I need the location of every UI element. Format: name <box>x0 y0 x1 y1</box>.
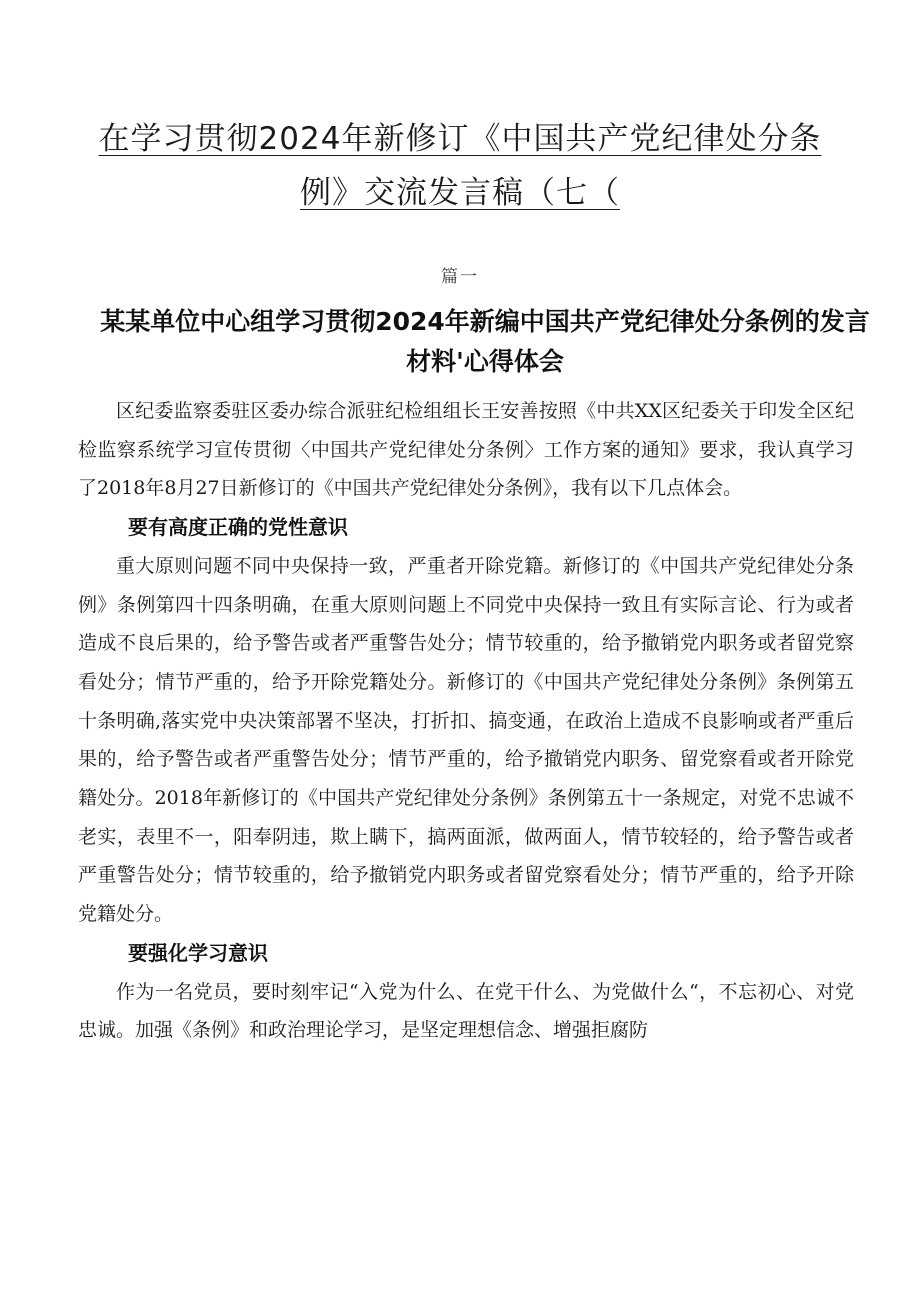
section-heading-study: 要强化学习意识 <box>128 940 268 965</box>
paragraph-intro: 区纪委监察委驻区委办综合派驻纪检组组长王安善按照《中共XX区纪委关于印发全区纪检监察系统学习宣传贯彻〈中国共产党纪律处分条例〉工作方案的通知》要求，我认真学习了2018年8月27日新修订的《中国共产党纪律处分条例》，我有以下几点体会。 <box>78 400 854 500</box>
document-title <box>80 112 840 220</box>
document-title-text: 在学习贯彻2024年新修订《中国共产党纪律处分条例》交流发言稿（七（ <box>98 121 822 211</box>
section-heading-party-spirit: 要有高度正确的党性意识 <box>128 515 348 540</box>
document-subtitle: 某某单位中心组学习贯彻2024年新编中国共产党纪律处分条例的发言材料'心得体会 <box>100 307 870 376</box>
paragraph-party-spirit: 重大原则问题不同中央保持一致，严重者开除党籍。新修订的《中国共产党纪律处分条例》条例第四十四条明确，在重大原则问题上不同党中央保持一致且有实际言论、行为或者造成不良后果的，给予警告或者严重警告处分；情节较重的，给予撤销党内职务或者留党察看处分；情节严重的，给予开除党籍处分。新修订的《中国共产党纪律处分条例》条例第五十条明确,落实党中央决策部署不坚决，打折扣、搞变通，在政治上造成不良影响或者严重后果的，给予警告或者严重警告处分；情节严重的，给予撤销党内职务、留党察看或者开除党籍处分。2018年新修订的《中国共产党纪律处分条例》条例第五十一条规定，对党不忠诚不老实，表里不一，阳奉阴违，欺上瞒下，搞两面派，做两面人，情节较轻的，给予警告或者严重警告处分；情节较重的，给予撤销党内职务或者留党察看处分；情节严重的，给予开除党籍处分。 <box>78 554 854 926</box>
paragraph-study: 作为一名党员，要时刻牢记“入党为什么、在党干什么、为党做什么“，不忘初心、对党忠诚。加强《条例》和政治理论学习，是坚定理想信念、增强拒腐防 <box>78 980 854 1042</box>
section-label: 篇一 <box>441 267 479 287</box>
document-body <box>78 392 854 1050</box>
